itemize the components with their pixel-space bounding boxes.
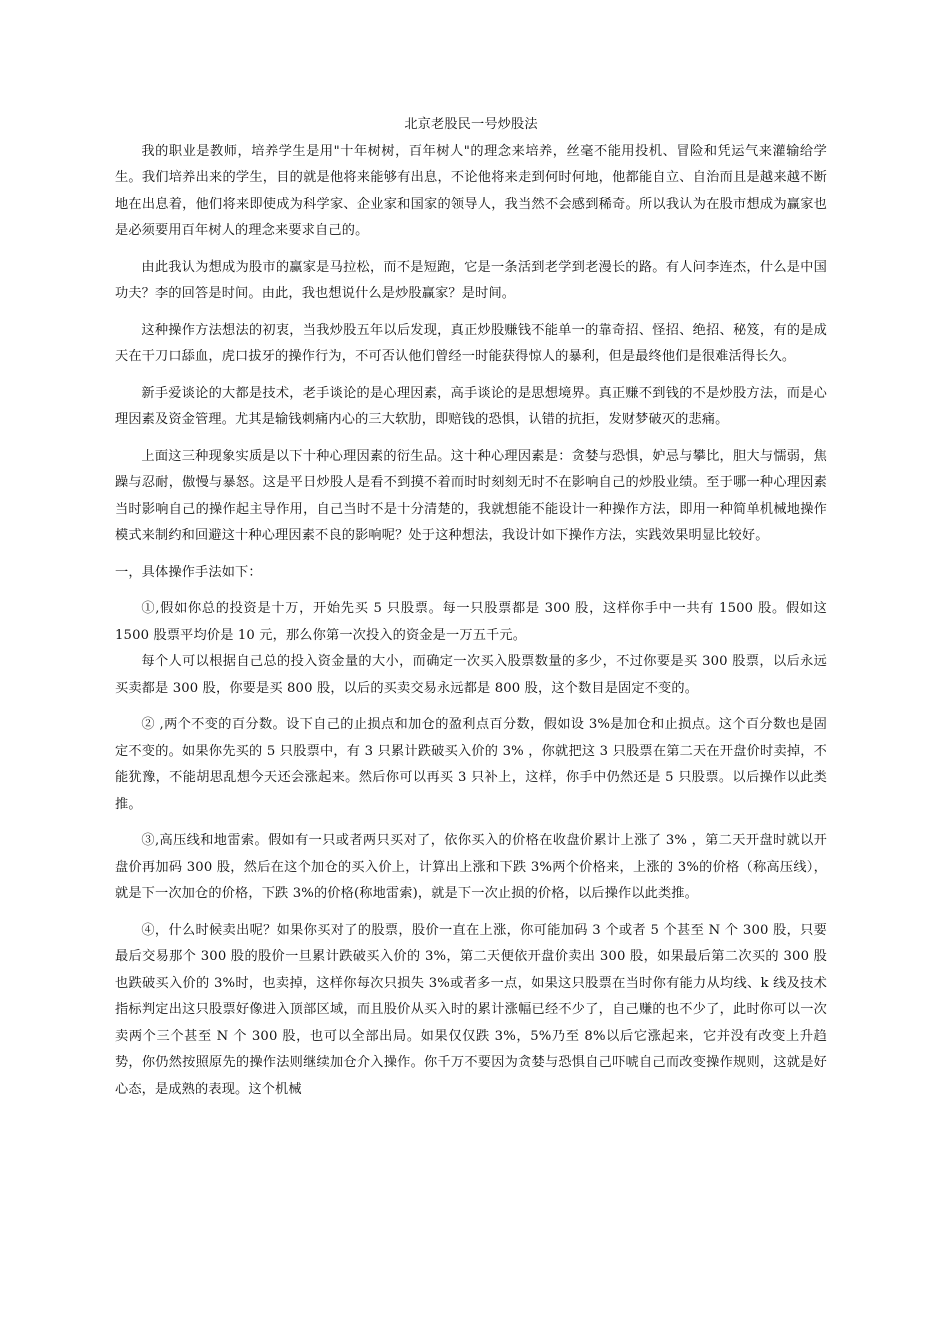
item-1: ①,假如你总的投资是十万，开始先买 5 只股票。每一只股票都是 300 股，这样你手中一共有 1500 股。假如这 1500 股票平均价是 10 元，那么你第一次投入的资金是一万五千元。 (115, 601, 827, 643)
item-3: ③,高压线和地雷索。假如有一只或者两只买对了，依你买入的价格在收盘价累计上涨了 3% ，第二天开盘时就以开盘价再加码 300 股，然后在这个加仓的买入价上，计算出上涨和下跌 3%两个价格来，上涨的 3%的价格（称高压线），就是下一次加仓的价格，下跌 3%的价格(称地雷索)，就是下一次止损的价格，以后操作以此类推。 (115, 833, 827, 901)
item-4: ④，什么时候卖出呢？如果你买对了的股票，股价一直在上涨，你可能加码 3 个或者 5 个甚至 N 个 300 股，只要最后交易那个 300 股的股价一旦累计跌破买入价的 3%，第二天便依开盘价卖出 300 股，如果最后第二次买的 300 股也跌破买入价的 3%时，也卖掉，这样你每次只损失 3%或者多一点，如果这只股票在当时你有能力从均线、k 线及技术指标判定出这只股票好像进入顶部区域，而且股价从买入时的累计涨幅已经不少了，自己赚的也不少了，此时你可以一次卖两个三个甚至 N 个 300 股，也可以全部出局。如果仅仅跌 3%，5%乃至 8%以后它涨起来，它并没有改变上升趋势，你仍然按照原先的操作法则继续加仓介入操作。你千万不要因为贪婪与恐惧自己吓唬自己而改变操作规则，这就是好心态，是成熟的表现。这个机械 (115, 922, 827, 1097)
document-title: 北京老股民一号炒股法 (404, 117, 538, 132)
section-heading: 一，具体操作手法如下： (115, 564, 262, 580)
paragraph-marathon: 由此我认为想成为股市的赢家是马拉松，而不是短跑，它是一条活到老学到老漫长的路。有人问李连杰，什么是中国功夫？李的回答是时间。由此，我也想说什么是炒股赢家？是时间。 (115, 259, 827, 301)
paragraph-career: 我的职业是教师，培养学生是用"十年树树，百年树人"的理念来培养，丝毫不能用投机、冒险和凭运气来灌输给学生。我们培养出来的学生，目的就是他将来能够有出息，不论他将来走到何时何地，他都能自立、自治而且是越来越不断地在出息着，他们将来即使成为科学家、企业家和国家的领导人，我当然不会感到稀奇。所以我认为在股市想成为赢家也是必须要用百年树人的理念来要求自己的。 (115, 143, 827, 238)
document-page (115, 112, 827, 1103)
item-2: ② ,两个不变的百分数。设下自己的止损点和加仓的盈利点百分数，假如设 3%是加仓和止损点。这个百分数也是固定不变的。如果你先买的 5 只股票中，有 3 只累计跌破买入价的 3% ，你就把这 3 只股票在第二天在开盘价时卖掉，不能犹豫，不能胡思乱想今天还会涨起来。然后你可以再买 3 只补上，这样，你手中仍然还是 5 只股票。以后操作以此类推。 (115, 717, 827, 812)
item-1-note: 每个人可以根据自己总的投入资金量的大小，而确定一次买入股票数量的多少，不过你要是买 300 股票，以后永远买卖都是 300 股，你要是买 800 股，以后的买卖交易永远都是 800 股，这个数目是固定不变的。 (115, 654, 827, 696)
paragraph-motivation: 这种操作方法想法的初衷，当我炒股五年以后发现，真正炒股赚钱不能单一的靠奇招、怪招、绝招、秘笈，有的是成天在干刀口舔血，虎口拔牙的操作行为，不可否认他们曾经一时能获得惊人的暴利，但是最终他们是很难活得长久。 (115, 322, 827, 364)
paragraph-ten-factors: 上面这三种现象实质是以下十种心理因素的衍生品。这十种心理因素是：贪婪与恐惧，妒忌与攀比，胆大与懦弱，焦躁与忍耐，傲慢与暴怒。这是平日炒股人是看不到摸不着而时时刻刻无时不在影响自己的炒股业绩。至于哪一种心理因素当时影响自己的操作起主导作用，自己当时不是十分清楚的，我就想能不能设计一种操作方法，即用一种简单机械地操作模式来制约和回避这十种心理因素不良的影响呢？处于这种想法，我设计如下操作方法，实践效果明显比较好。 (115, 448, 827, 543)
paragraph-psychology: 新手爱谈论的大都是技术，老手谈论的是心理因素，高手谈论的是思想境界。真正赚不到钱的不是炒股方法，而是心理因素及资金管理。尤其是输钱刺痛内心的三大软肋，即赔钱的恐惧，认错的抗拒，发财梦破灭的悲痛。 (115, 385, 827, 427)
